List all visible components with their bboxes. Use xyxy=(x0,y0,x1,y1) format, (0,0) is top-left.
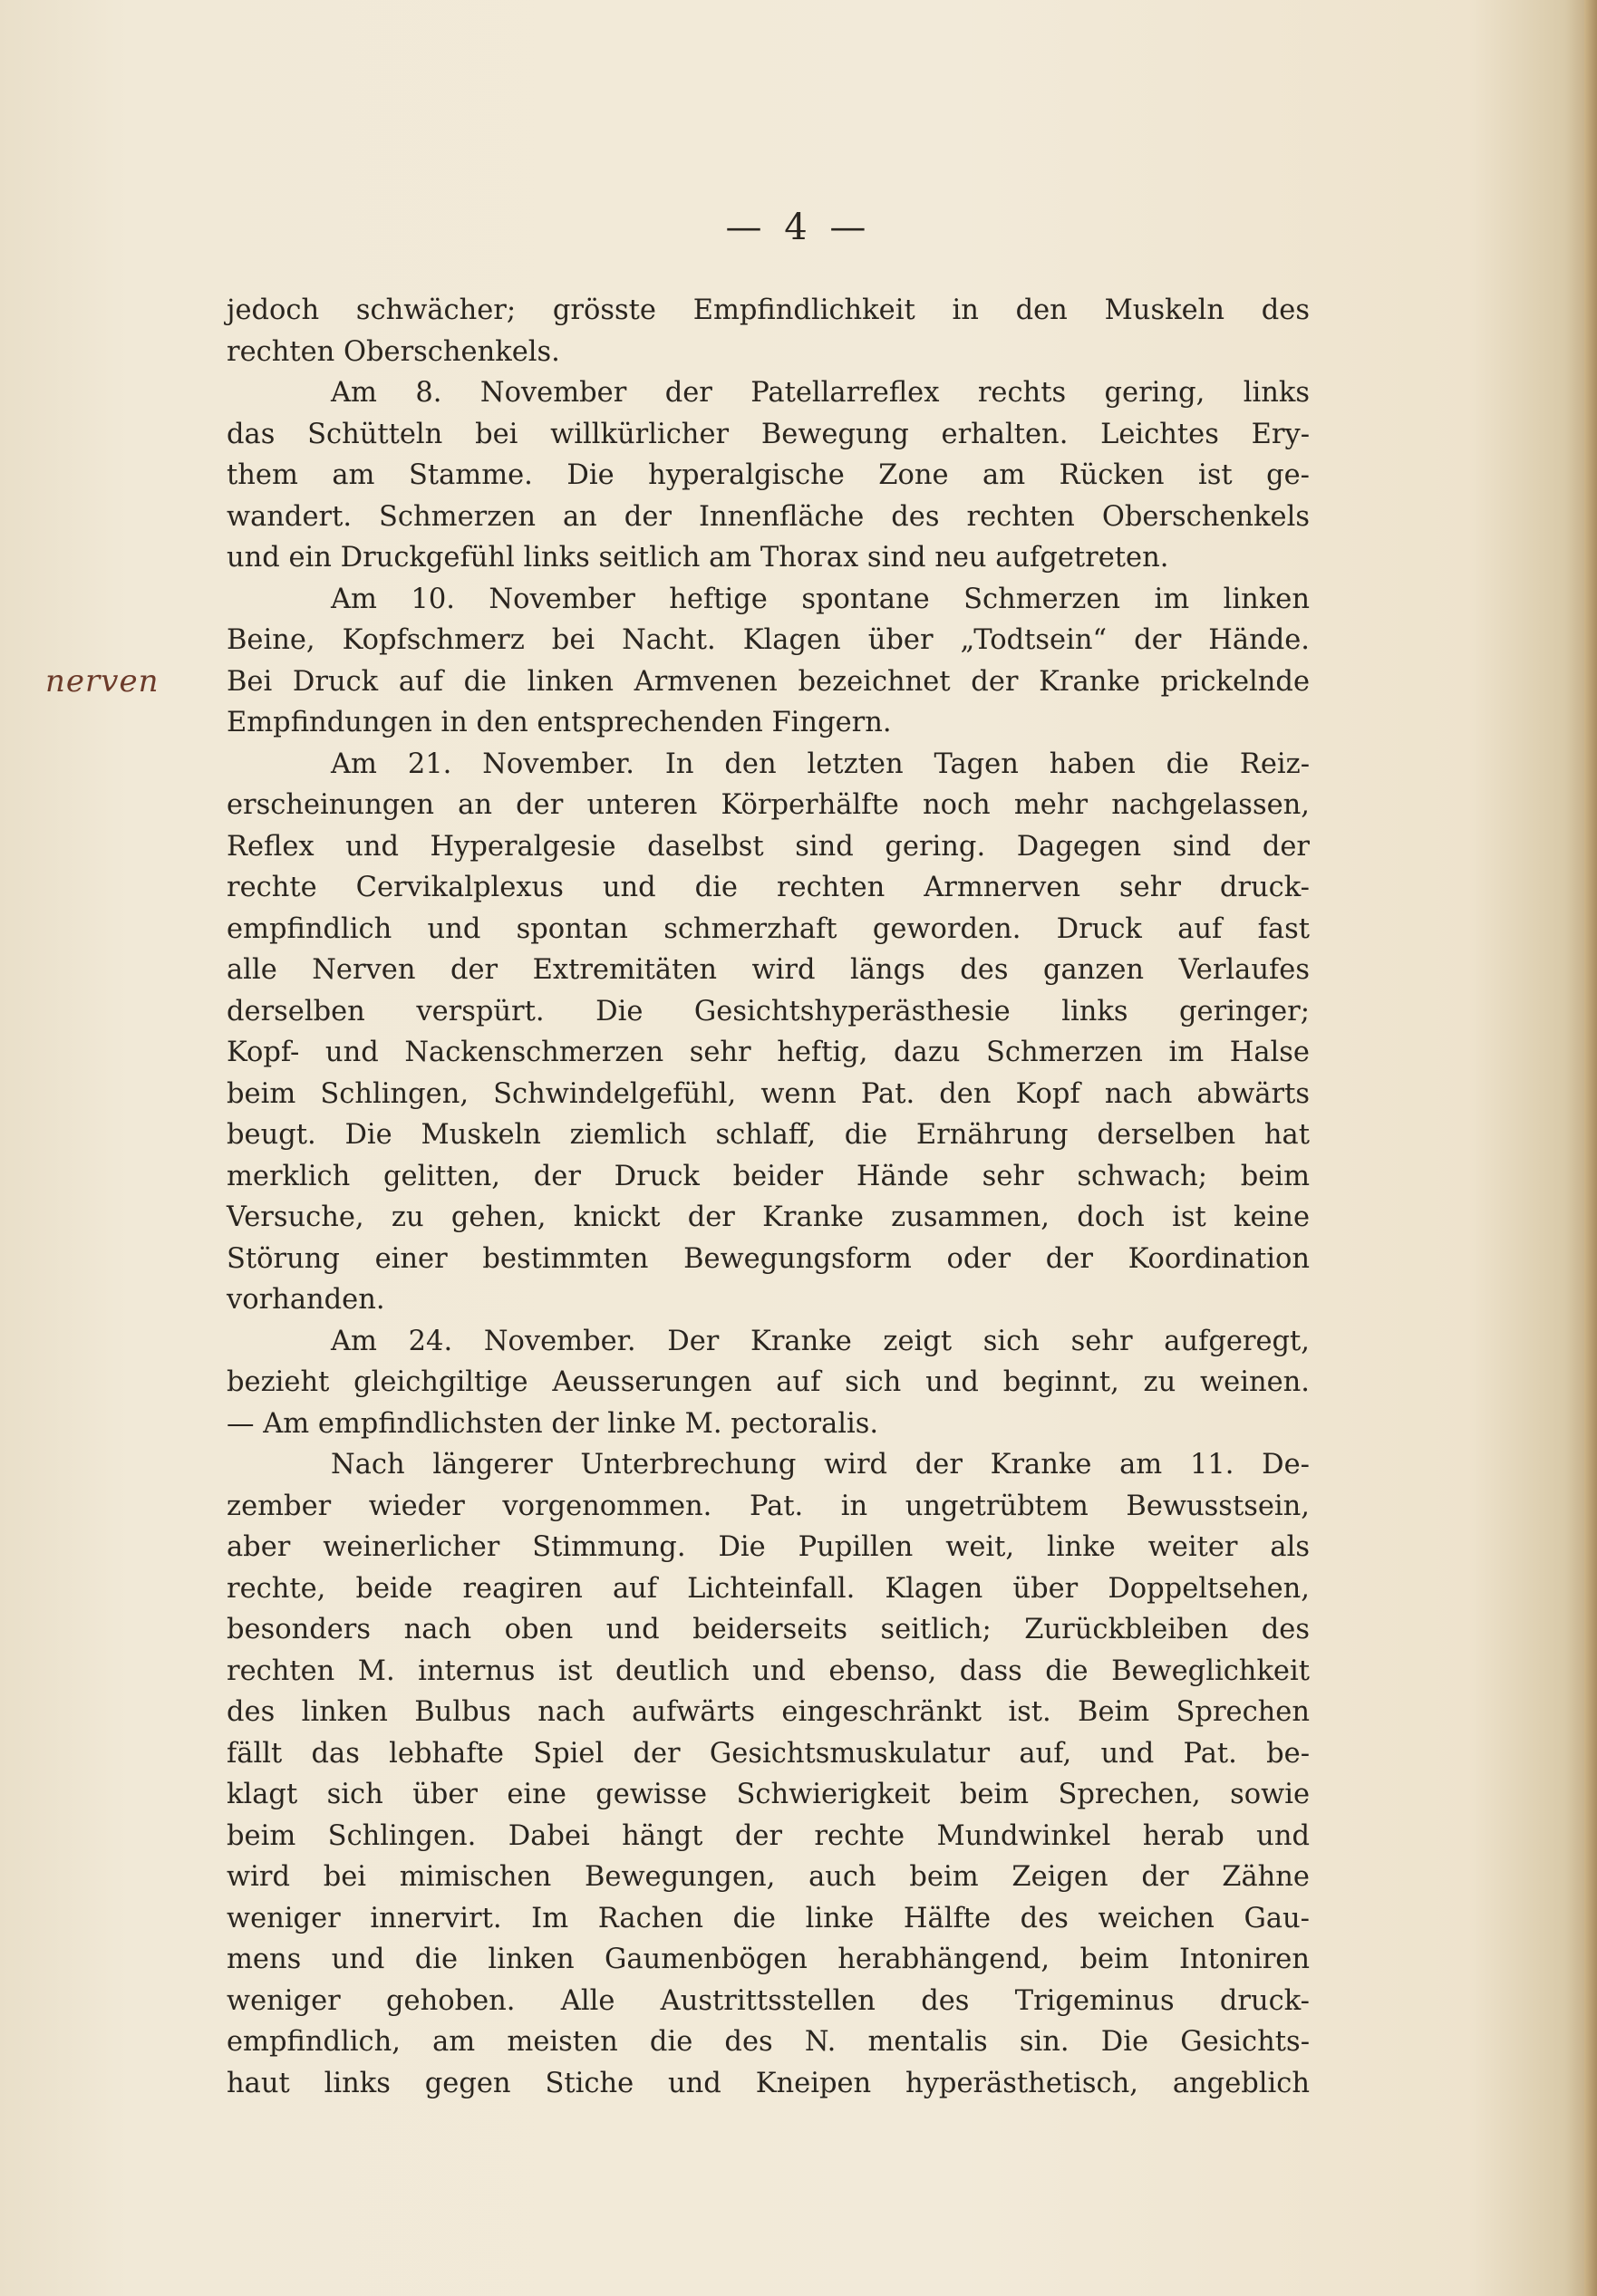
page-edge xyxy=(1584,0,1597,2296)
text-line: zember wieder vorgenommen. Pat. in ungetrübtem Bewusstsein, xyxy=(227,1490,1310,1522)
text-line: Versuche, zu gehen, knickt der Kranke zusammen, doch ist keine xyxy=(227,1201,1310,1233)
text-line: rechte, beide reagiren auf Lichteinfall. Klagen über Doppeltsehen, xyxy=(227,1572,1310,1605)
text-line: Am 24. November. Der Kranke zeigt sich sehr aufgeregt, xyxy=(331,1325,1310,1357)
text-line: wird bei mimischen Bewegungen, auch beim Zeigen der Zähne xyxy=(227,1861,1310,1893)
text-line: merklich gelitten, der Druck beider Hände sehr schwach; beim xyxy=(227,1160,1310,1192)
text-line: vorhanden. xyxy=(227,1284,385,1316)
text-line: bezieht gleichgiltige Aeusserungen auf sich und beginnt, zu weinen. xyxy=(227,1366,1310,1398)
text-line: Beine, Kopfschmerz bei Nacht. Klagen über „Todtsein“ der Hände. xyxy=(227,624,1310,656)
text-line: und ein Druckgefühl links seitlich am Thorax sind neu aufgetreten. xyxy=(227,542,1169,574)
text-line: mens und die linken Gaumenbögen herabhängend, beim Intoniren xyxy=(227,1944,1310,1975)
text-line: beugt. Die Muskeln ziemlich schlaff, die Ernährung derselben hat xyxy=(227,1119,1310,1151)
text-line: derselben verspürt. Die Gesichtshyperästhesie links geringer; xyxy=(227,995,1310,1027)
text-line: besonders nach oben und beiderseits seitlich; Zurückbleiben des xyxy=(227,1614,1310,1645)
text-line: them am Stamme. Die hyperalgische Zone am Rücken ist ge- xyxy=(227,459,1310,491)
text-line: Am 8. November der Patellarreflex rechts gering, links xyxy=(331,377,1310,409)
text-line: beim Schlingen. Dabei hängt der rechte Mundwinkel herab und xyxy=(227,1819,1310,1852)
text-line: klagt sich über eine gewisse Schwierigkeit beim Sprechen, sowie xyxy=(227,1779,1310,1810)
text-line: weniger gehoben. Alle Austrittsstellen des Trigeminus druck- xyxy=(227,1984,1310,2017)
text-line: weniger innervirt. Im Rachen die linke Hälfte des weichen Gau- xyxy=(227,1902,1310,1934)
page-number: — 4 — xyxy=(725,207,872,248)
text-line: erscheinungen an der unteren Körperhälfte noch mehr nachgelassen, xyxy=(227,789,1310,821)
text-line: Nach längerer Unterbrechung wird der Kranke am 11. De- xyxy=(331,1449,1310,1481)
text-line: empfindlich und spontan schmerzhaft geworden. Druck auf fast xyxy=(227,912,1310,945)
text-line: rechten M. internus ist deutlich und ebenso, dass die Beweglichkeit xyxy=(227,1654,1310,1687)
text-line: empfindlich, am meisten die des N. mentalis sin. Die Gesichts- xyxy=(227,2026,1310,2058)
text-line: Störung einer bestimmten Bewegungsform oder der Koordination xyxy=(227,1242,1310,1275)
text-line: Reflex und Hyperalgesie daselbst sind gering. Dagegen sind der xyxy=(227,830,1310,863)
handwritten-margin-note: nerven xyxy=(45,663,160,699)
text-line: jedoch schwächer; grösste Empfindlichkeit in den Muskeln des xyxy=(227,294,1310,326)
text-line: des linken Bulbus nach aufwärts eingeschränkt ist. Beim Sprechen xyxy=(227,1696,1310,1728)
text-line: Bei Druck auf die linken Armvenen bezeichnet der Kranke prickelnde xyxy=(227,665,1310,698)
text-line: fällt das lebhafte Spiel der Gesichtsmuskulatur auf, und Pat. be- xyxy=(227,1737,1310,1770)
text-line: das Schütteln bei willkürlicher Bewegung erhalten. Leichtes Ery- xyxy=(227,418,1310,450)
text-line: Am 10. November heftige spontane Schmerzen im linken xyxy=(331,583,1310,615)
text-line: beim Schlingen, Schwindelgefühl, wenn Pat. den Kopf nach abwärts xyxy=(227,1077,1310,1110)
text-line: alle Nerven der Extremitäten wird längs des ganzen Verlaufes xyxy=(227,954,1310,986)
text-line: Empfindungen in den entsprechenden Fingern. xyxy=(227,707,892,738)
text-line: rechten Oberschenkels. xyxy=(227,335,560,368)
text-line: wandert. Schmerzen an der Innenfläche des rechten Oberschenkels xyxy=(227,500,1310,533)
text-line: — Am empfindlichsten der linke M. pectoralis. xyxy=(227,1407,879,1440)
body-text xyxy=(227,290,1310,2104)
text-line: aber weinerlicher Stimmung. Die Pupillen weit, linke weiter als xyxy=(227,1531,1310,1563)
text-line: haut links gegen Stiche und Kneipen hyperästhetisch, angeblich xyxy=(227,2067,1310,2099)
text-line: Am 21. November. In den letzten Tagen haben die Reiz- xyxy=(331,748,1310,780)
text-line: Kopf- und Nackenschmerzen sehr heftig, dazu Schmerzen im Halse xyxy=(227,1037,1310,1068)
text-line: rechte Cervikalplexus und die rechten Armnerven sehr druck- xyxy=(227,872,1310,903)
